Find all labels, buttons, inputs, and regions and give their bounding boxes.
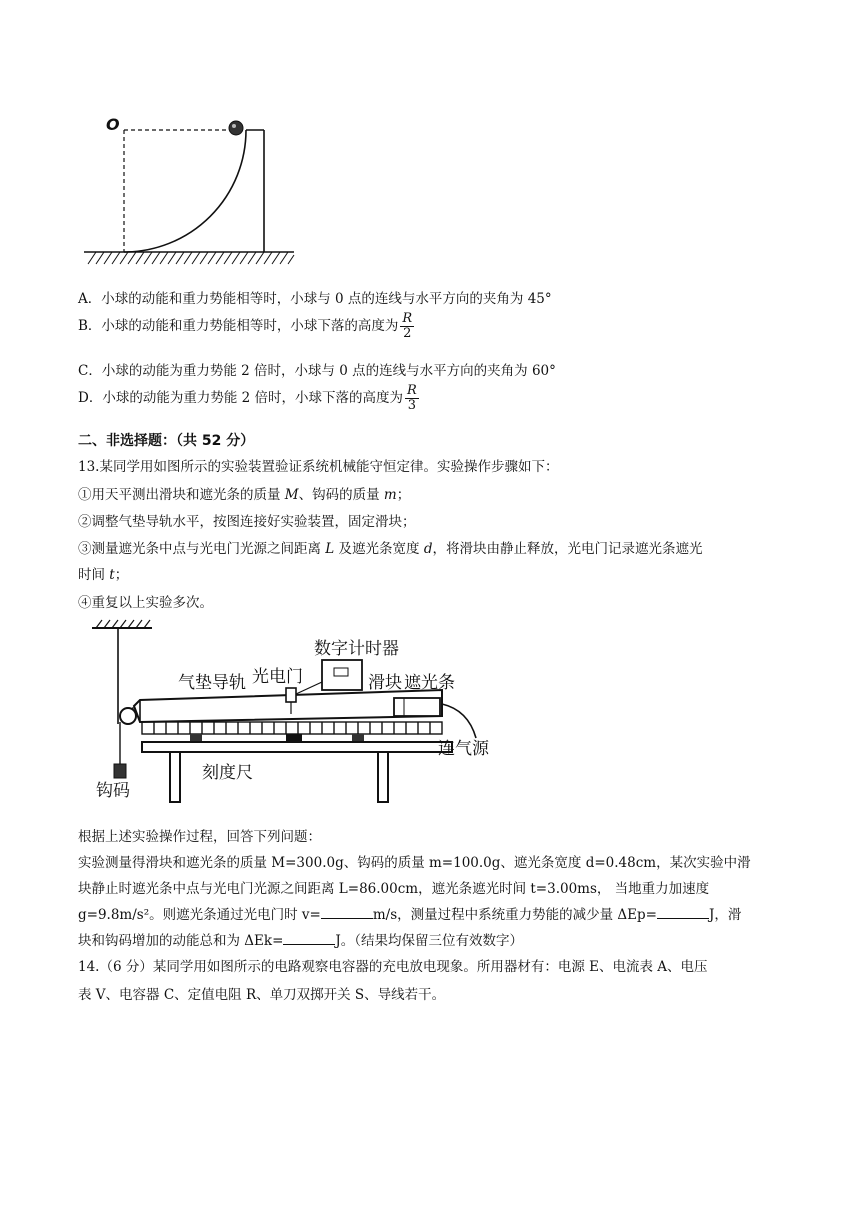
fraction-r-over-3: $\frac{R}{3}$ bbox=[407, 383, 417, 413]
option-b bbox=[78, 312, 414, 341]
q13-data-line-2: 块静止时遮光条中点与光电门光源之间距离 L=86.00cm，遮光条遮光时间 t=3.00ms， 当地重力加速度 bbox=[78, 881, 710, 897]
table-leg-right bbox=[378, 752, 388, 802]
quarter-circle-track bbox=[124, 130, 246, 252]
label-gate: 光电门 bbox=[252, 667, 303, 687]
label-ruler: 刻度尺 bbox=[202, 763, 253, 783]
ground-hatching bbox=[88, 252, 294, 264]
q13-data-line-4: 块和钩码增加的动能总和为 ΔEk= J。（结果均保留三位有效数字） bbox=[78, 933, 524, 949]
option-a: A．小球的动能和重力势能相等时，小球与 0 点的连线与水平方向的夹角为 45° bbox=[78, 291, 552, 307]
label-strip: 遮光条 bbox=[404, 673, 455, 693]
point-o-label: O bbox=[106, 115, 120, 134]
label-air: 连气源 bbox=[438, 739, 489, 759]
option-c: C．小球的动能为重力势能 2 倍时，小球与 0 点的连线与水平方向的夹角为 60° bbox=[78, 363, 556, 379]
fraction-r-over-2: $\frac{R}{2}$ bbox=[402, 311, 413, 341]
ruler-scale bbox=[142, 722, 442, 734]
label-timer: 数字计时器 bbox=[314, 639, 399, 659]
figure-quarter-circle-track bbox=[80, 108, 300, 270]
q13-step-3: ③测量遮光条中点与光电门光源之间距离 L 及遮光条宽度 d，将滑块由静止释放，光电门记录遮光条遮光 bbox=[78, 541, 703, 557]
q13-step-1: ①用天平测出滑块和遮光条的质量 M、钩码的质量 m； bbox=[78, 487, 411, 503]
table-leg-left bbox=[170, 752, 180, 802]
q14-line-1: 14.（6 分）某同学用如图所示的电路观察电容器的充电放电现象。所用器材有：电源 E、电流表 A、电压 bbox=[78, 959, 708, 975]
ball bbox=[229, 121, 243, 135]
q13-step-2: ②调整气垫导轨水平，按图连接好实验装置，固定滑块； bbox=[78, 514, 416, 530]
slider-block bbox=[394, 698, 440, 716]
weight-block bbox=[114, 764, 126, 778]
photo-gate bbox=[286, 688, 296, 702]
option-b-text: B．小球的动能和重力势能相等时，小球下落的高度为 bbox=[78, 318, 399, 334]
label-guide: 气垫导轨 bbox=[178, 673, 246, 693]
table-top bbox=[142, 742, 452, 752]
answer-blank-ep[interactable] bbox=[657, 906, 709, 919]
answer-blank-v[interactable] bbox=[321, 906, 373, 919]
q13-step-4: ④重复以上实验多次。 bbox=[78, 595, 213, 611]
figure-air-track-apparatus bbox=[82, 618, 512, 804]
pulley bbox=[120, 708, 136, 724]
section-heading: 二、非选择题：（共 52 分） bbox=[78, 433, 255, 449]
option-d-text: D．小球的动能为重力势能 2 倍时，小球下落的高度为 bbox=[78, 390, 403, 406]
q13-data-line-3: g=9.8m/s²。则遮光条通过光电门时 v= m/s，测量过程中系统重力势能的减少量 ΔEp= J，滑 bbox=[78, 907, 742, 923]
q13-intro: 13.某同学用如图所示的实验装置验证系统机械能守恒定律。实验操作步骤如下： bbox=[78, 459, 559, 475]
label-weight: 钩码 bbox=[96, 781, 130, 801]
option-d bbox=[78, 384, 419, 413]
q13-data-line-1: 实验测量得滑块和遮光条的质量 M=300.0g、钩码的质量 m=100.0g、遮光条宽度 d=0.48cm，某次实验中滑 bbox=[78, 855, 751, 871]
answer-blank-ek[interactable] bbox=[283, 932, 335, 945]
q14-line-2: 表 V、电容器 C、定值电阻 R、单刀双掷开关 S、导线若干。 bbox=[78, 987, 446, 1003]
label-slider: 滑块 bbox=[368, 673, 402, 693]
q13-step-3-cont: 时间 t； bbox=[78, 567, 129, 583]
q13-prompt: 根据上述实验操作过程，回答下列问题： bbox=[78, 829, 321, 845]
air-hose bbox=[442, 704, 476, 738]
